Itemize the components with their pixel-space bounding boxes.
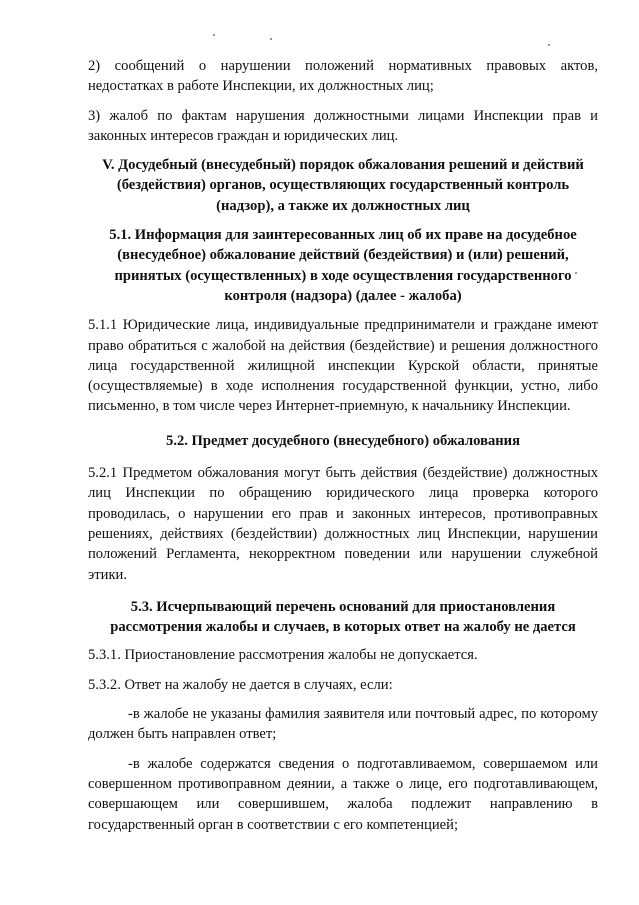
paragraph-5-3-1: 5.3.1. Приостановление рассмотрения жалобы не допускается. xyxy=(88,647,478,664)
section-5-2-heading: 5.2. Предмет досудебного (внесудебного) обжалования xyxy=(166,432,520,449)
paragraph-5-1-1: 5.1.1 Юридические лица, индивидуальные предприниматели и граждане имеют право обратиться с жалобой на действия (бездействие) и решения должностного лица государственной жилищной инспекции Курской области, принятые (осуществляемые) в ходе исполнения государственной функции, устно, либо письменно, в том числе через Интернет-приемную, к начальнику Инспекции. xyxy=(88,317,598,415)
document-page xyxy=(88,56,598,835)
scan-speck xyxy=(270,38,272,40)
scan-speck xyxy=(213,34,215,36)
section-5-1-heading: 5.1. Информация для заинтересованных лиц об их праве на досудебное (внесудебное) обжалование действий (бездействия) и (или) решений, принятых (осуществленных) в ходе осуществления государственного контроля (надзора) (далее - жалоба) xyxy=(109,227,577,304)
bullet-unlawful-act: -в жалобе содержатся сведения о подготавливаемом, совершаемом или совершенном противоправном деянии, а также о лице, его подготавливающем, совершающем или совершившем, жалоба подлежит направлению в государственный орган в соответствии с его компетенцией; xyxy=(88,755,598,833)
paragraph-5-3-2: 5.3.2. Ответ на жалобу не дается в случаях, если: xyxy=(88,676,393,693)
list-item-3: 3) жалоб по фактам нарушения должностными лицами Инспекции прав и законных интересов граждан и юридических лиц. xyxy=(88,107,598,144)
section-5-title: V. Досудебный (внесудебный) порядок обжалования решений и действий (бездействия) органов, осуществляющих государственный контроль (надзор), а также их должностных лиц xyxy=(102,157,584,214)
list-item-2: 2) сообщений о нарушении положений нормативных правовых актов, недостатках в работе Инспекции, их должностных лиц; xyxy=(88,58,598,95)
bullet-no-address: -в жалобе не указаны фамилия заявителя или почтовый адрес, по которому должен быть направлен ответ; xyxy=(88,706,598,743)
paragraph-5-2-1: 5.2.1 Предметом обжалования могут быть действия (бездействие) должностных лиц Инспекции по обращению юридического лица проверка которого проводилась, о нарушении его прав и законных интересов, противоправных решениях, действиях (бездействии) должностных лиц Инспекции, нарушении положений Регламента, некорректном поведении или нарушении служебной этики. xyxy=(88,465,598,583)
section-5-3-heading: 5.3. Исчерпывающий перечень оснований для приостановления рассмотрения жалобы и случаев, в которых ответ на жалобу не дается xyxy=(110,598,576,636)
scan-speck xyxy=(548,44,550,46)
